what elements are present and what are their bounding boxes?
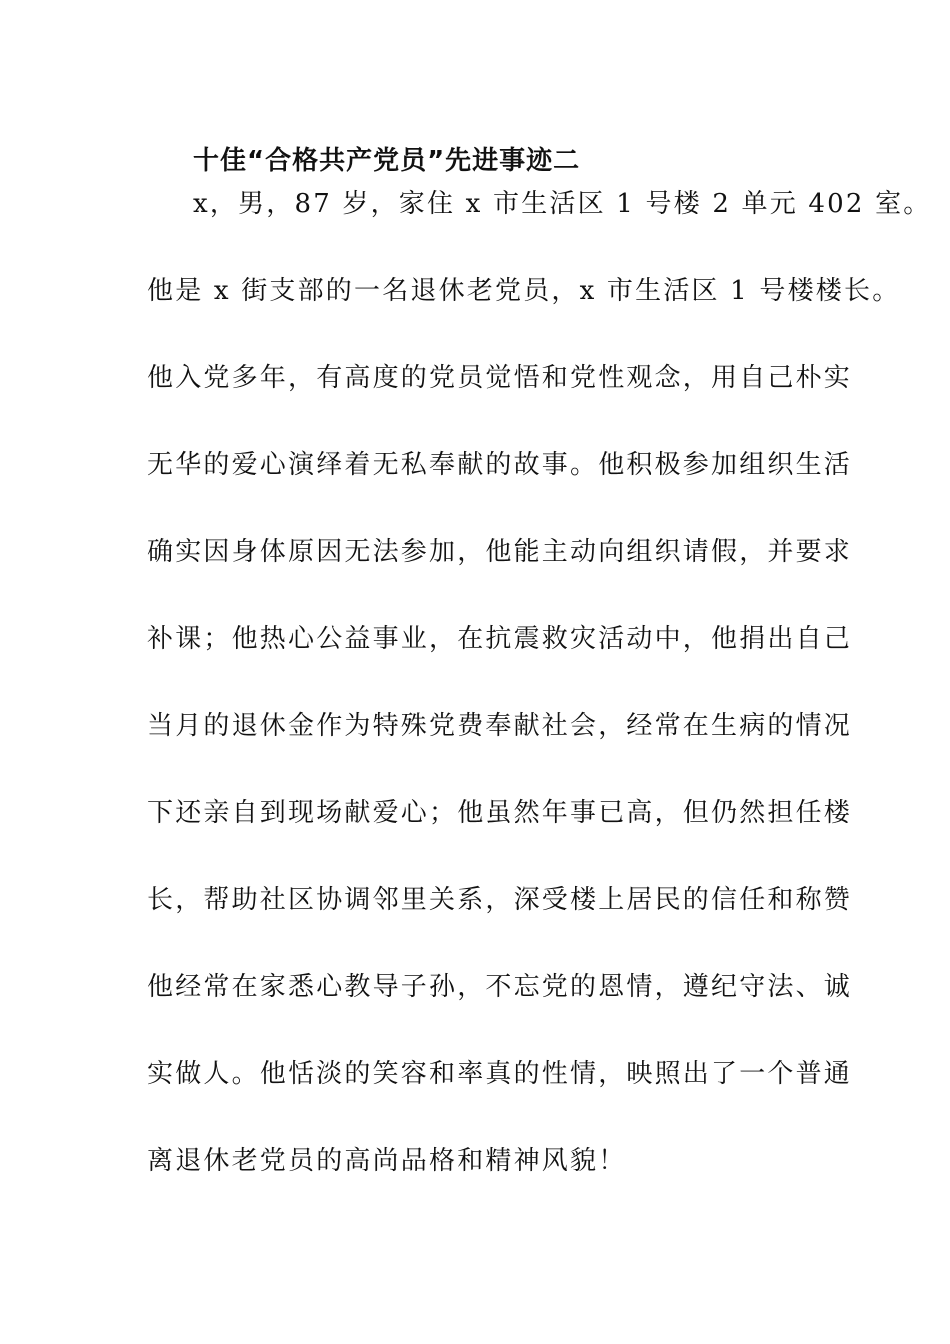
document-title: 十佳“合格共产党员”先进事迹二 — [193, 146, 581, 176]
paragraph-line-6: 补课；他热心公益事业，在抗震救灾活动中，他捐出自己 — [147, 624, 853, 654]
paragraph-line-12: 离退休老党员的高尚品格和精神风貌！ — [147, 1146, 627, 1176]
paragraph-line-2: 他是 x 街支部的一名退休老党员，x 市生活区 1 号楼楼长。 — [147, 276, 901, 306]
paragraph-line-5: 确实因身体原因无法参加，他能主动向组织请假，并要求 — [147, 537, 853, 567]
paragraph-line-8: 下还亲自到现场献爱心；他虽然年事已高，但仍然担任楼 — [147, 798, 853, 828]
paragraph-line-4: 无华的爱心演绎着无私奉献的故事。他积极参加组织生活 — [147, 450, 853, 480]
paragraph-line-7: 当月的退休金作为特殊党费奉献社会，经常在生病的情况 — [147, 711, 853, 741]
paragraph-line-1: x，男，87 岁，家住 x 市生活区 1 号楼 2 单元 402 室。 — [193, 189, 932, 219]
paragraph-line-9: 长，帮助社区协调邻里关系，深受楼上居民的信任和称赞 — [147, 885, 853, 915]
paragraph-line-11: 实做人。他恬淡的笑容和率真的性情，映照出了一个普通 — [147, 1059, 853, 1089]
paragraph-line-10: 他经常在家悉心教导子孙，不忘党的恩情，遵纪守法、诚 — [147, 972, 853, 1002]
paragraph-line-3: 他入党多年，有高度的党员觉悟和党性观念，用自己朴实 — [147, 363, 853, 393]
